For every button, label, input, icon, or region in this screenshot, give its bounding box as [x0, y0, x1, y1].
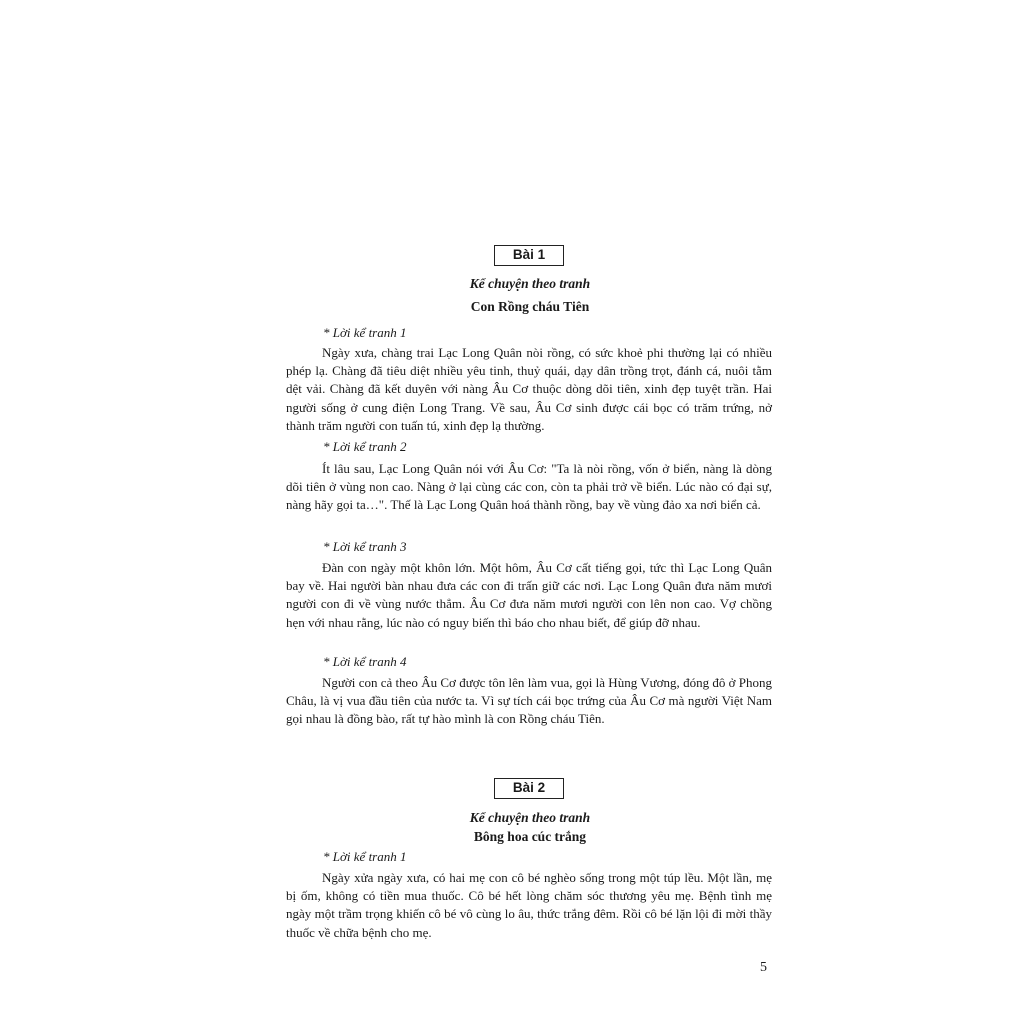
lesson-1-subtitle: Kể chuyện theo tranh: [469, 276, 591, 291]
lesson-2-title: Bông hoa cúc trắng: [473, 829, 587, 844]
page-number: 5: [760, 960, 767, 975]
lesson-1-caption-3: * Lời kể tranh 3: [323, 539, 407, 554]
lesson-1-paragraph-4: Người con cả theo Âu Cơ được tôn lên làm vua, gọi là Hùng Vương, đóng đô ở Phong Châu, là vị vua đầu tiên của nước ta. Vì sự tích cái bọc trứng của Âu Cơ mà người Việt Nam gọi nhau là đồng bào, rất tự hào mình là con Rồng cháu Tiên.: [286, 675, 772, 727]
lesson-2-paragraph-1: Ngày xửa ngày xưa, có hai mẹ con cô bé nghèo sống trong một túp lều. Một lần, mẹ bị ốm, không có tiền mua thuốc. Cô bé hết lòng chăm sóc thương yêu mẹ. Bệnh tình mẹ ngày một trầm trọng khiến cô bé vô cùng lo âu, thức trắng đêm. Rồi cô bé lặn lội đi mời thầy thuốc về chữa bệnh cho mẹ.: [286, 870, 772, 940]
lesson-2-badge: Bài 2: [494, 778, 564, 799]
lesson-1-caption-4: * Lời kể tranh 4: [323, 654, 407, 669]
lesson-1-paragraph-3: Đàn con ngày một khôn lớn. Một hôm, Âu Cơ cất tiếng gọi, tức thì Lạc Long Quân bay về. Hai người bàn nhau đưa các con đi trấn giữ các nơi. Lạc Long Quân đưa năm mươi người con đi về vùng nước thẳm. Âu Cơ đưa năm mươi người con lên non cao. Vợ chồng hẹn với nhau rằng, lúc nào có nguy biến thì báo cho nhau biết, để giúp đỡ nhau.: [286, 560, 772, 630]
lesson-1-caption-2: * Lời kể tranh 2: [323, 439, 407, 454]
lesson-1-paragraph-2: Ít lâu sau, Lạc Long Quân nói với Âu Cơ: "Ta là nòi rồng, vốn ở biển, nàng là dòng dõi tiên ở vùng non cao. Nàng ở lại cùng các con, còn ta phải trở về biển. Lúc nào có đại sự, nàng hãy gọi ta…". Thế là Lạc Long Quân hoá thành rồng, bay về vùng đảo xa nơi biển cả.: [286, 461, 772, 513]
lesson-2-caption-1: * Lời kể tranh 1: [323, 849, 407, 864]
lesson-1-paragraph-1: Ngày xưa, chàng trai Lạc Long Quân nòi rồng, có sức khoẻ phi thường lại có nhiều phép lạ. Chàng đã tiêu diệt nhiều yêu tinh, thuỷ quái, dạy dân trồng trọt, đánh cá, nuôi tằm dệt vải. Chàng đã kết duyên với nàng Âu Cơ thuộc dòng dõi tiên, xinh đẹp tuyệt trần. Hai người sống ở cung điện Long Trang. Về sau, Âu Cơ sinh được cái bọc có trăm trứng, nở thành trăm người con tuấn tú, xinh đẹp lạ thường.: [286, 345, 772, 433]
lesson-2-subtitle: Kể chuyện theo tranh: [469, 810, 591, 825]
lesson-1-title: Con Rồng cháu Tiên: [470, 299, 590, 314]
lesson-1-badge: Bài 1: [494, 245, 564, 266]
lesson-1-caption-1: * Lời kể tranh 1: [323, 325, 407, 340]
